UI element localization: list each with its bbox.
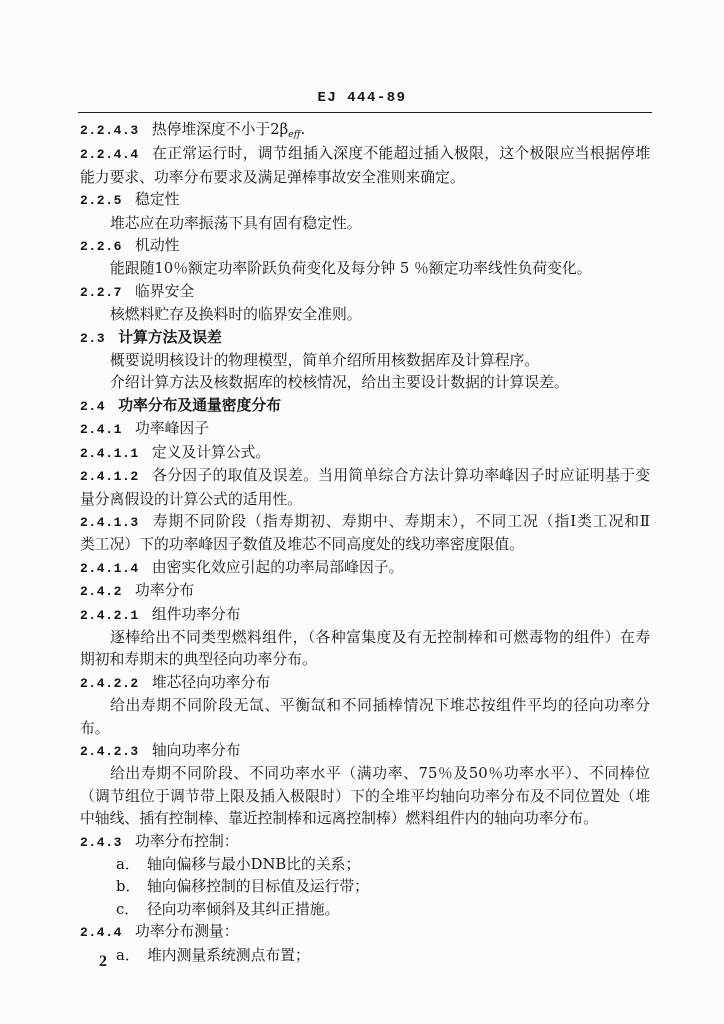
clause-text: 在正常运行时，调节组插入深度不能超过插入极限，这个极限应当根据停堆 — [151, 145, 650, 163]
clause-2-4-2-2-body-1: 给出寿期不同阶段无氙、平衡氙和不同插棒情况下堆芯按组件平均的径向功率分 — [110, 697, 650, 715]
page-number: 2 — [99, 953, 107, 970]
list-item-text: 轴向偏移与最小DNB比的关系； — [147, 856, 361, 873]
standard-code-header: EJ 444-89 — [317, 90, 407, 106]
clause-2-4-2-3-body-1: 给出寿期不同阶段、不同功率水平（满功率、75％及50％功率水平）、不同棒位 — [110, 765, 650, 783]
clause-number: 2.4.2.1 — [80, 607, 139, 623]
clause-2-4-2-2-body-2: 布。 — [80, 719, 110, 737]
clause-2-4-1-1 — [80, 442, 650, 465]
clause-2-4-2-1-heading — [80, 604, 650, 627]
clause-2-4-1-4 — [80, 557, 650, 580]
clause-text: 热停堆深度不小于2β — [151, 121, 289, 138]
clause-text: 定义及计算公式。 — [151, 443, 271, 461]
clause-number: 2.4.2.2 — [80, 675, 139, 691]
clause-title: 功率分布控制： — [135, 832, 239, 850]
clause-number: 2.4.1.3 — [80, 514, 139, 530]
subscript-eff: eff — [288, 129, 301, 140]
list-item — [80, 899, 650, 921]
section-2-3-body-1: 概要说明核设计的物理模型，简单介绍所用核数据库及计算程序。 — [110, 352, 540, 370]
clause-2-4-1-3-line-1 — [80, 511, 650, 534]
section-title: 功率分布及通量密度分布 — [118, 396, 281, 414]
clause-number: 2.4.4 — [80, 925, 123, 941]
list-item — [80, 876, 650, 898]
list-item-label: a． — [116, 946, 140, 964]
clause-number: 2.4.1.2 — [80, 469, 139, 485]
clause-number: 2.2.6 — [80, 239, 123, 255]
list-item-label: c． — [116, 900, 140, 918]
clause-number: 2.2.4.4 — [80, 147, 139, 163]
clause-2-2-6-body: 能跟随10％额定功率阶跃负荷变化及每分钟 5 ％额定功率线性负荷变化。 — [110, 260, 592, 278]
section-title: 计算方法及误差 — [118, 328, 222, 346]
list-item — [80, 854, 650, 876]
section-2-4-heading — [80, 395, 650, 418]
clause-2-4-4-heading — [80, 921, 650, 944]
clause-title: 功率分布测量： — [135, 923, 239, 941]
clause-text: 寿期不同阶段（指寿期初、寿期中、寿期末），不同工况（指Ⅰ类工况和Ⅱ — [151, 512, 650, 530]
header-rule — [78, 112, 652, 113]
clause-2-2-4-3 — [80, 119, 650, 143]
clause-number: 2.2.5 — [80, 193, 123, 209]
clause-2-4-1-heading — [80, 418, 650, 441]
clause-2-2-7-heading — [80, 281, 650, 304]
clause-title: 轴向功率分布 — [151, 741, 241, 759]
list-item-label: a． — [116, 856, 140, 873]
clause-2-2-5-body: 堆芯应在功率振荡下具有固有稳定性。 — [110, 214, 362, 232]
clause-number: 2.4.1.4 — [80, 560, 139, 576]
clause-2-4-2-3-body-3: 中轴线、插有控制棒、靠近控制棒和远离控制棒）燃料组件内的轴向功率分布。 — [80, 810, 598, 828]
clause-2-2-5-heading — [80, 189, 650, 212]
clause-text-end: . — [300, 121, 306, 138]
list-item-text: 径向功率倾斜及其纠正措施。 — [147, 900, 340, 918]
list-item-text: 轴向偏移控制的目标值及运行带； — [147, 878, 369, 896]
list-item-text: 堆内测量系统测点布置； — [147, 946, 310, 964]
clause-title: 堆芯径向功率分布 — [151, 673, 271, 691]
clause-title: 机动性 — [135, 237, 180, 255]
clause-number: 2.4.1.1 — [80, 445, 139, 461]
clause-2-4-1-2-line-1 — [80, 465, 650, 488]
clause-2-4-2-heading — [80, 580, 650, 603]
clause-number: 2.4.3 — [80, 834, 123, 850]
section-number: 2.3 — [80, 330, 106, 346]
section-number: 2.4 — [80, 398, 106, 414]
clause-2-2-6-heading — [80, 235, 650, 258]
clause-2-4-1-2-line-2: 量分离假设的计算公式的适用性。 — [80, 490, 302, 508]
document-body — [80, 119, 650, 967]
clause-title: 稳定性 — [135, 191, 180, 209]
clause-2-4-2-1-body-1: 逐棒给出不同类型燃料组件，（各种富集度及有无控制棒和可燃毒物的组件）在寿 — [110, 628, 650, 646]
clause-title: 组件功率分布 — [151, 605, 241, 623]
clause-2-4-2-3-heading — [80, 740, 650, 763]
clause-title: 临界安全 — [135, 282, 195, 300]
clause-2-2-4-4-line-2: 能力要求、功率分布要求及满足弹棒事故安全准则来确定。 — [80, 168, 465, 186]
clause-2-2-4-4-line-1 — [80, 143, 650, 166]
clause-text: 由密实化效应引起的功率局部峰因子。 — [151, 558, 404, 576]
section-2-3-heading — [80, 327, 650, 350]
clause-2-4-2-1-body-2: 期初和寿期末的典型径向功率分布。 — [80, 651, 317, 669]
list-item-label: b． — [116, 878, 141, 896]
clause-2-4-2-3-body-2: （调节组位于调节带上限及插入极限时）下的全堆平均轴向功率分布及不同位置处（堆 — [80, 787, 650, 805]
clause-2-2-7-body: 核燃料贮存及换料时的临界安全准则。 — [110, 306, 362, 324]
clause-number: 2.2.7 — [80, 284, 123, 300]
clause-2-4-2-2-heading — [80, 672, 650, 695]
clause-number: 2.2.4.3 — [80, 123, 139, 138]
clause-text: 各分因子的取值及误差。当用简单综合方法计算功率峰因子时应证明基于变 — [151, 467, 650, 485]
section-2-3-body-2: 介绍计算方法及核数据库的校核情况，给出主要设计数据的计算误差。 — [110, 374, 569, 392]
clause-title: 功率峰因子 — [135, 420, 210, 438]
clause-number: 2.4.2.3 — [80, 743, 139, 759]
clause-2-4-1-3-line-2: 类工况）下的功率峰因子数值及堆芯不同高度处的线功率密度限值。 — [80, 536, 524, 554]
list-item — [80, 945, 650, 967]
clause-title: 功率分布 — [135, 582, 195, 600]
clause-2-4-3-heading — [80, 831, 650, 854]
clause-number: 2.4.2 — [80, 584, 123, 600]
clause-number: 2.4.1 — [80, 422, 123, 438]
